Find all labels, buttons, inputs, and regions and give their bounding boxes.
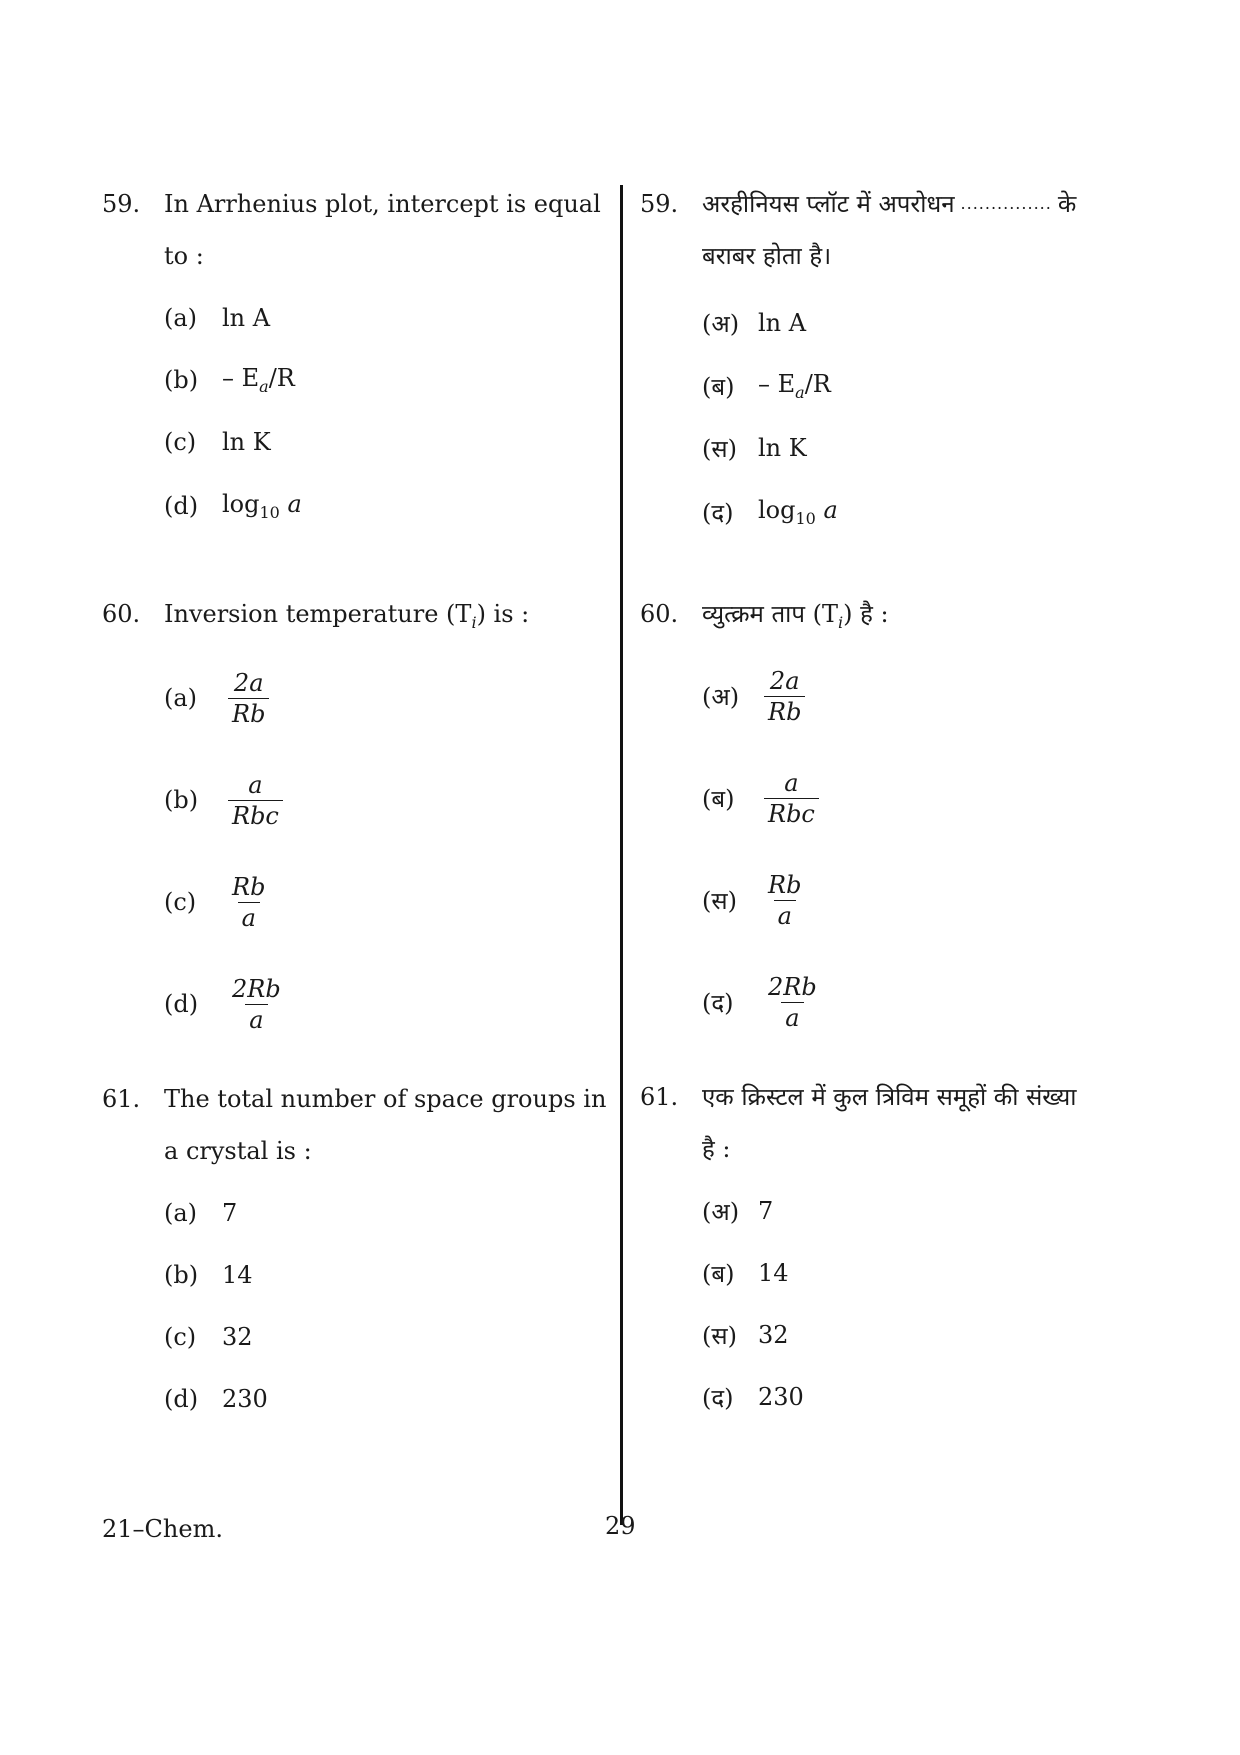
option-b — [164, 1245, 253, 1305]
fraction: $\frac{a}{\text{Rbc}}$ — [764, 768, 819, 829]
option-d — [164, 476, 302, 536]
option-label: (स) — [702, 886, 737, 915]
question-stem — [102, 588, 612, 649]
option-label: (b) — [164, 366, 199, 394]
question-text-line1: The total number of space groups in — [164, 1085, 607, 1113]
option-d — [164, 964, 285, 1044]
option-label: (अ) — [702, 682, 740, 711]
question-number: 61. — [640, 1083, 679, 1111]
option-d — [702, 962, 821, 1042]
column-divider — [620, 185, 623, 1525]
option-label: (ब) — [702, 784, 735, 813]
option-text: 32 — [222, 1323, 253, 1351]
option-label: (द) — [702, 498, 734, 527]
question-text-line2: to : — [164, 242, 204, 270]
option-label: (d) — [164, 492, 199, 520]
option-text: – $E_a/R$ — [222, 364, 295, 396]
option-label: (अ) — [702, 309, 740, 338]
option-c — [164, 412, 271, 472]
option-c — [164, 1307, 253, 1367]
option-b — [702, 758, 819, 838]
option-label: (अ) — [702, 1197, 740, 1226]
option-d — [164, 1369, 268, 1429]
option-a — [702, 656, 805, 736]
option-label: (ब) — [702, 372, 735, 401]
option-b — [702, 1243, 789, 1303]
option-c — [702, 1305, 789, 1365]
option-label: (स) — [702, 1321, 737, 1350]
option-label: (c) — [164, 1323, 197, 1351]
question-stem — [640, 588, 1160, 649]
option-text: 14 — [222, 1261, 253, 1289]
option-c — [702, 418, 807, 478]
question-text-line2: है : — [702, 1135, 731, 1163]
option-label: (द) — [702, 1383, 734, 1412]
question-number: 61. — [102, 1085, 141, 1113]
fraction: $\frac{Rb}{a}$ — [232, 872, 266, 932]
option-text: – $E_a/R$ — [758, 370, 831, 402]
option-label: (b) — [164, 1261, 199, 1289]
question-text-line1: In Arrhenius plot, intercept is equal — [164, 190, 601, 218]
question-text-line1: एक क्रिस्टल में कुल त्रिविम समूहों की संख्या — [702, 1083, 1077, 1111]
fraction: $\frac{2a}{Rb}$ — [228, 668, 269, 729]
question-60-en — [102, 588, 612, 1034]
fraction: $\frac{a}{\text{Rbc}}$ — [228, 770, 283, 831]
option-text: ln K — [222, 428, 271, 456]
fraction: $\frac{2Rb}{a}$ — [232, 974, 281, 1034]
paper-code: 21–Chem. — [102, 1515, 223, 1543]
question-59-hi — [640, 178, 1160, 528]
question-text-line1: Inversion temperature $(T_i)$ is : — [164, 600, 530, 632]
option-text: 14 — [758, 1259, 789, 1287]
option-text: $\log_{10} a$ — [222, 490, 302, 522]
question-stem — [102, 1073, 612, 1177]
option-label: (d) — [164, 990, 199, 1018]
option-a — [164, 288, 270, 348]
option-text: 32 — [758, 1321, 789, 1349]
option-b — [702, 356, 831, 416]
option-b — [164, 350, 295, 410]
question-61-hi — [640, 1071, 1160, 1412]
option-text: 7 — [758, 1197, 774, 1225]
option-label: (b) — [164, 786, 199, 814]
option-a — [702, 293, 806, 353]
option-c — [164, 862, 269, 942]
question-text-line2: बराबर होता है। — [702, 242, 832, 270]
question-text-line1: अरहीनियस प्लॉट में अपरोधन ............... के — [702, 190, 1077, 218]
option-label: (c) — [164, 888, 197, 916]
option-label: (स) — [702, 434, 737, 463]
option-label: (a) — [164, 304, 198, 332]
option-text: ln A — [222, 304, 271, 332]
option-text: ln K — [758, 434, 807, 462]
question-stem — [640, 1071, 1160, 1175]
option-label: (ब) — [702, 1259, 735, 1288]
option-d — [702, 482, 838, 542]
page-number: 29 — [605, 1512, 636, 1540]
option-d — [702, 1367, 804, 1427]
question-number: 59. — [102, 190, 141, 218]
question-60-hi — [640, 588, 1160, 1032]
option-text: 7 — [222, 1199, 238, 1227]
question-stem — [102, 178, 612, 282]
option-text: $\log_{10} a$ — [758, 496, 838, 528]
option-a — [164, 658, 269, 738]
fraction: $\frac{Rb}{a}$ — [768, 870, 802, 930]
question-number: 60. — [102, 600, 141, 628]
option-a — [702, 1181, 773, 1241]
question-text-line1: व्युत्क्रम ताप $(T_i)$ है : — [702, 600, 889, 632]
option-text: 230 — [758, 1383, 804, 1411]
question-number: 60. — [640, 600, 679, 628]
option-label: (a) — [164, 684, 198, 712]
question-text-line2: a crystal is : — [164, 1137, 312, 1165]
option-label: (d) — [164, 1385, 199, 1413]
question-number: 59. — [640, 190, 679, 218]
option-c — [702, 860, 805, 940]
option-text: ln A — [758, 309, 807, 337]
option-label: (द) — [702, 988, 734, 1017]
option-a — [164, 1183, 237, 1243]
fraction: $\frac{2a}{Rb}$ — [764, 666, 805, 727]
question-61-en — [102, 1073, 612, 1413]
question-stem — [640, 178, 1160, 282]
option-text: 230 — [222, 1385, 268, 1413]
question-59-en — [102, 178, 612, 522]
option-label: (c) — [164, 428, 197, 456]
fraction: $\frac{2Rb}{a}$ — [768, 972, 817, 1032]
option-b — [164, 760, 283, 840]
option-label: (a) — [164, 1199, 198, 1227]
